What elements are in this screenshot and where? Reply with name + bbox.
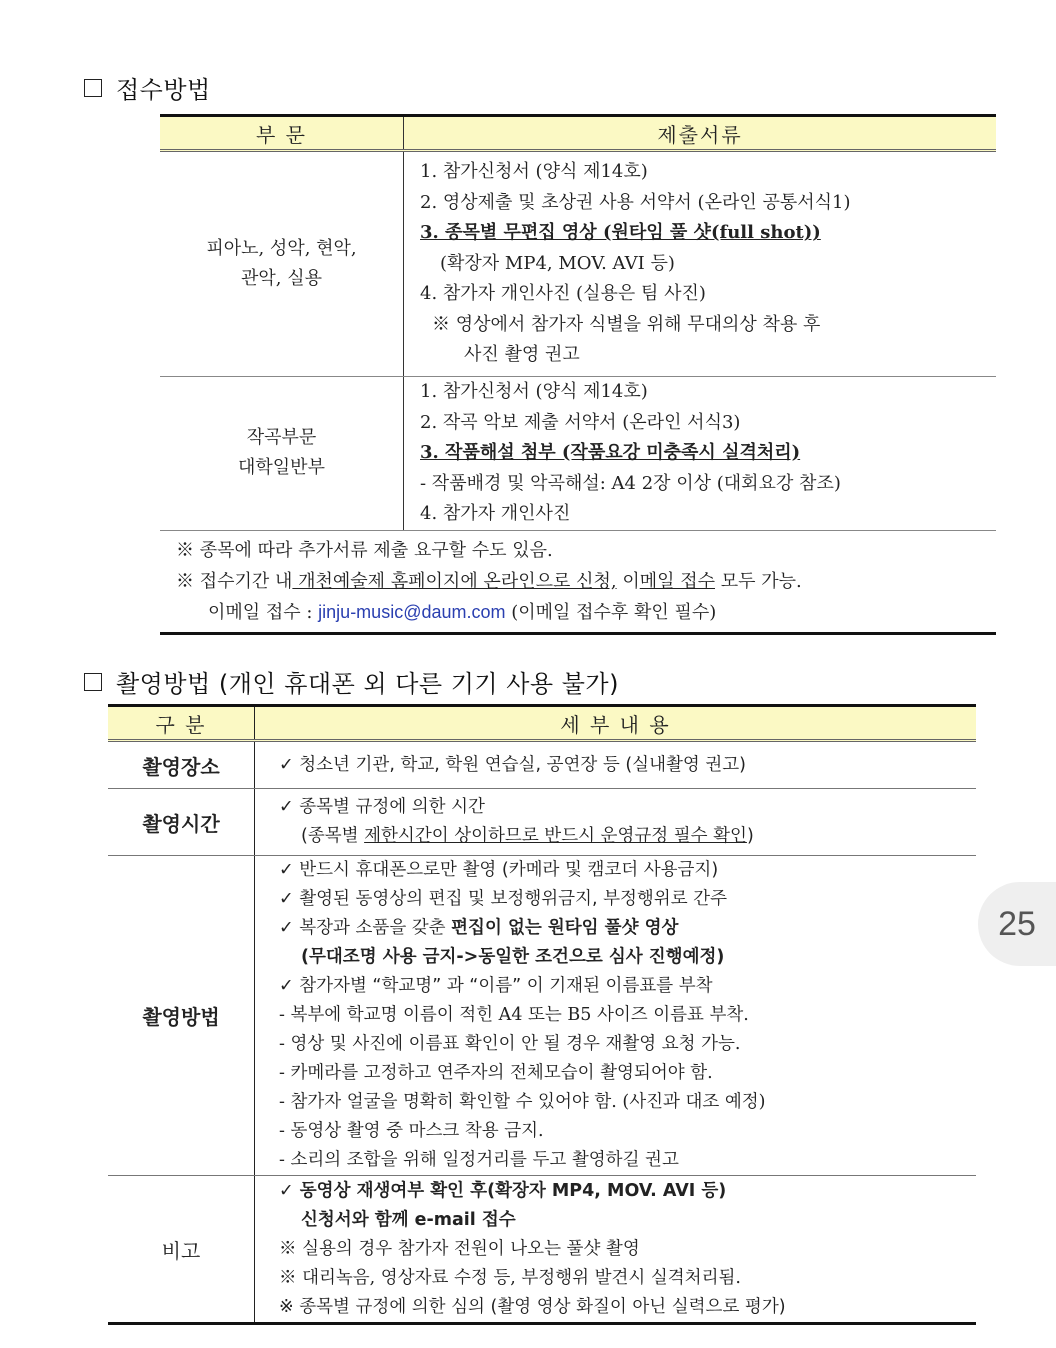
doc-item: 1. 참가신청서 (양식 제14호) [420,381,648,402]
checkbox-icon [84,79,102,97]
documents-cell [404,377,997,531]
doc-item: 1. 참가신청서 (양식 제14호) [420,161,648,183]
detail-item: ✓ 반드시 휴대폰으로만 촬영 (카메라 및 캠코더 사용금지) [279,860,719,880]
category-cell: 촬영장소 [108,741,255,789]
detail-item: - 영상 및 사진에 이름표 확인이 안 될 경우 재촬영 요청 가능. [279,1034,741,1054]
table-row [160,377,996,531]
category-cell: 촬영방법 [108,856,255,1176]
note-line [176,566,996,597]
note-text: 모두 가능. [715,570,802,592]
details-cell [255,856,977,1176]
filming-table [108,704,976,1325]
detail-item: - 카메라를 고정하고 연주자의 전체모습이 촬영되어야 함. [279,1063,713,1083]
section-title-filming [84,664,619,699]
section-title-text: 촬영방법 (개인 휴대폰 외 다른 기기 사용 불가) [116,670,619,698]
detail-item-bold: (무대조명 사용 금지->동일한 조건으로 심사 진행예정) [301,947,725,967]
doc-note: ※ 영상에서 참가자 식별을 위해 무대의상 착용 후 [432,313,821,335]
submission-table [160,114,996,635]
checkbox-icon [84,673,102,691]
doc-item: 4. 참가자 개인사진 [420,503,571,524]
email-apply-text: 메일 접수 [639,570,715,592]
category-line: 작곡부문 [246,427,317,449]
detail-item-bold: 신청서와 함께 e-mail 접수 [301,1209,516,1230]
page-number: 25 [998,904,1036,943]
note-line: ※ 종목에 따라 추가서류 제출 요구할 수도 있음. [176,539,553,561]
section-title-submission [84,70,211,105]
detail-item: ✓ 종목별 규정에 의한 시간 [279,797,485,817]
detail-item: - 소리의 조합을 위해 일정거리를 두고 촬영하길 권고 [279,1150,679,1170]
online-apply-text: 개천예술제 홈페이지에 온라인으로 신청, [292,570,617,592]
details-cell [255,789,977,856]
detail-text-underlined: 제한시간이 상이하므로 반드시 운영규정 필수 확인 [364,826,747,846]
note-text: ※ 접수기간 내 [176,570,293,592]
detail-item: ※ 종목별 규정에 의한 심의 (촬영 영상 화질이 아닌 실력으로 평가) [279,1296,786,1317]
detail-item-bold: ✓ 동영상 재생여부 확인 후(확장자 MP4, MOV. AVI 등) [279,1180,727,1201]
category-cell: 촬영시간 [108,789,255,856]
doc-item: - 작품배경 및 악곡해설: A4 2장 이상 (대회요강 참조) [420,472,841,494]
category-cell [160,151,404,377]
category-cell: 비고 [108,1176,255,1324]
notes-row [160,530,996,633]
email-link[interactable]: jinju-music@daum.com [318,601,506,622]
doc-item-emphasis: 3. 작품해설 첨부 (작품요강 미충족시 실격처리) [420,442,801,463]
detail-item: - 참가자 얼굴을 명확히 확인할 수 있어야 함. (사진과 대조 예정) [279,1092,766,1112]
details-cell [255,1176,977,1324]
detail-text: (종목별 [301,826,365,846]
notes-cell [160,530,996,633]
note-line [176,597,996,628]
header-category: 구 분 [108,706,255,741]
doc-item-emphasis: 3. 종목별 무편집 영상 (원타임 풀 샷(full shot)) [420,222,821,244]
note-text: 이 [616,570,640,592]
table-row [108,789,976,856]
page-number-badge [978,882,1056,966]
detail-text-bold: 편집이 없는 원타임 풀샷 영상 [451,918,679,938]
doc-item: 2. 영상제출 및 초상권 사용 서약서 (온라인 공통서식1) [420,191,851,213]
detail-item: ✓ 촬영된 동영상의 편집 및 보정행위금지, 부정행위로 간주 [279,889,727,909]
doc-item: 2. 작곡 악보 제출 서약서 (온라인 서식3) [420,411,741,433]
header-documents: 제출서류 [404,116,997,151]
section-title-text: 접수방법 [116,76,211,104]
table-row [108,856,976,1176]
details-cell [255,741,977,789]
doc-note: 사진 촬영 권고 [464,344,580,366]
category-line: 대학일반부 [238,457,325,479]
doc-item: 4. 참가자 개인사진 (실용은 팀 사진) [420,283,706,305]
note-text: 이메일 접수 : [208,601,319,623]
detail-item: ✓ 참가자별 “학교명” 과 “이름” 이 기재된 이름표를 부착 [279,976,713,996]
header-category: 부 문 [160,116,404,151]
category-line: 피아노, 성악, 현악, [206,238,357,259]
table-row [160,151,996,377]
detail-item [279,822,976,851]
detail-item: ✓ 청소년 기관, 학교, 학원 연습실, 공연장 등 (실내촬영 권고) [279,754,746,775]
table-row [108,741,976,789]
detail-text: ✓ 복장과 소품을 갖춘 [279,918,452,938]
category-line: 관악, 실용 [241,268,322,289]
detail-item: ※ 대리녹음, 영상자료 수정 등, 부정행위 발견시 실격처리됨. [279,1267,741,1288]
documents-cell [404,151,997,377]
doc-item: (확장자 MP4, MOV. AVI 등) [440,252,675,274]
detail-item: - 복부에 학교명 이름이 적힌 A4 또는 B5 사이즈 이름표 부착. [279,1005,749,1025]
detail-item: - 동영상 촬영 중 마스크 착용 금지. [279,1121,544,1141]
category-cell [160,377,404,531]
header-details: 세 부 내 용 [255,706,977,741]
note-text: (이메일 접수후 확인 필수) [505,601,717,623]
detail-item: ※ 실용의 경우 참가자 전원이 나오는 풀샷 촬영 [279,1238,640,1259]
detail-text: ) [746,826,754,846]
detail-item [279,914,976,943]
table-row [108,1176,976,1324]
